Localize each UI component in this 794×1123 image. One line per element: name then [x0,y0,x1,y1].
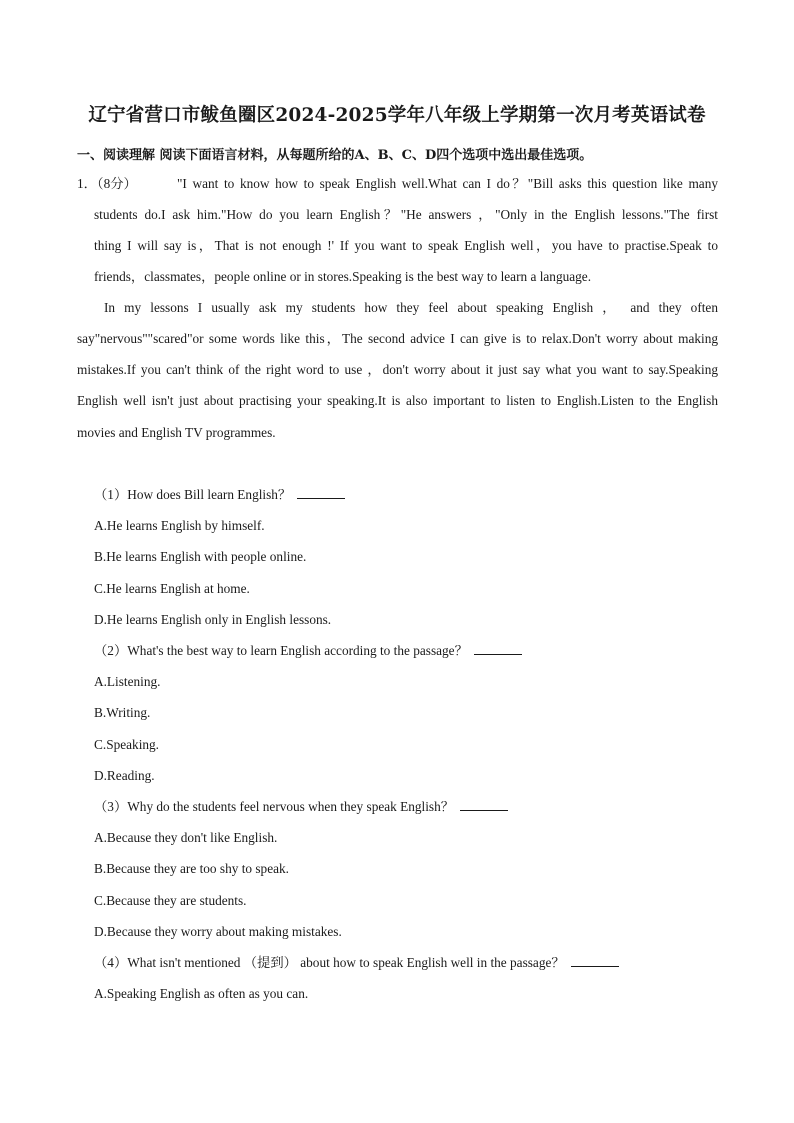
answer-blank [474,642,522,655]
question-stem-text: （1）How does Bill learn English？ [94,487,292,502]
option-d: D.Reading. [94,768,155,783]
option-a: A.Speaking English as often as you can. [94,986,309,1001]
question-stem-text: （4）What isn't mentioned （提到） about how to speak English well in the passage？ [94,955,565,970]
answer-blank [460,798,508,811]
answer-blank [297,486,345,499]
question-number: 1．（8分） [77,176,137,191]
passage-line: say"nervous""scared"or some words like this，The second advice I can give is to relax.Don't worry about making [77,331,718,346]
option-c: C.Speaking. [94,737,160,752]
option-a: A.Because they don't like English. [94,830,278,845]
option-b: B.He learns English with people online. [94,549,307,564]
question-stem [94,954,619,972]
option-d: D.He learns English only in English lessons. [94,612,332,627]
passage-line: "I want to know how to speak English well.What can I do？"Bill asks this question like many [177,176,718,191]
answer-blank [571,954,619,967]
page-title: 辽宁省营口市鲅鱼圈区2024-2025学年八年级上学期第一次月考英语试卷 [88,105,706,126]
question-stem [94,486,345,504]
question-stem-text: （3）Why do the students feel nervous when they speak English？ [94,799,455,814]
option-b: B.Because they are too shy to speak. [94,861,289,876]
section-heading: 一、阅读理解 阅读下面语言材料，从每题所给的A、B、C、D四个选项中选出最佳选项。 [77,148,593,163]
passage-line: In my lessons I usually ask my students how they feel about speaking English ， and they often [104,300,718,315]
option-a: A.Listening. [94,674,161,689]
option-c: C.Because they are students. [94,893,247,908]
passage-line: thing I will say is，That is not enough !' If you want to speak English well，you have to practise.Speak to [94,238,718,253]
option-d: D.Because they worry about making mistakes. [94,924,342,939]
passage-line: mistakes.If you can't think of the right word to use ，don't worry about it just say what you want to say.Speaking [77,362,718,377]
question-stem [94,642,522,660]
passage-line: English well isn't just about practising your speaking.It is also important to listen to English.Listen to the English [77,393,718,408]
passage-line: students do.I ask him."How do you learn English？"He answers ，"Only in the English lessons."The first [94,207,718,222]
option-a: A.He learns English by himself. [94,518,265,533]
passage-line: movies and English TV programmes. [77,425,276,440]
question-stem-text: （2）What's the best way to learn English according to the passage？ [94,643,468,658]
question-stem [94,798,508,816]
option-c: C.He learns English at home. [94,581,250,596]
option-b: B.Writing. [94,705,151,720]
passage-line: friends，classmates，people online or in stores.Speaking is the best way to learn a language. [94,269,592,284]
